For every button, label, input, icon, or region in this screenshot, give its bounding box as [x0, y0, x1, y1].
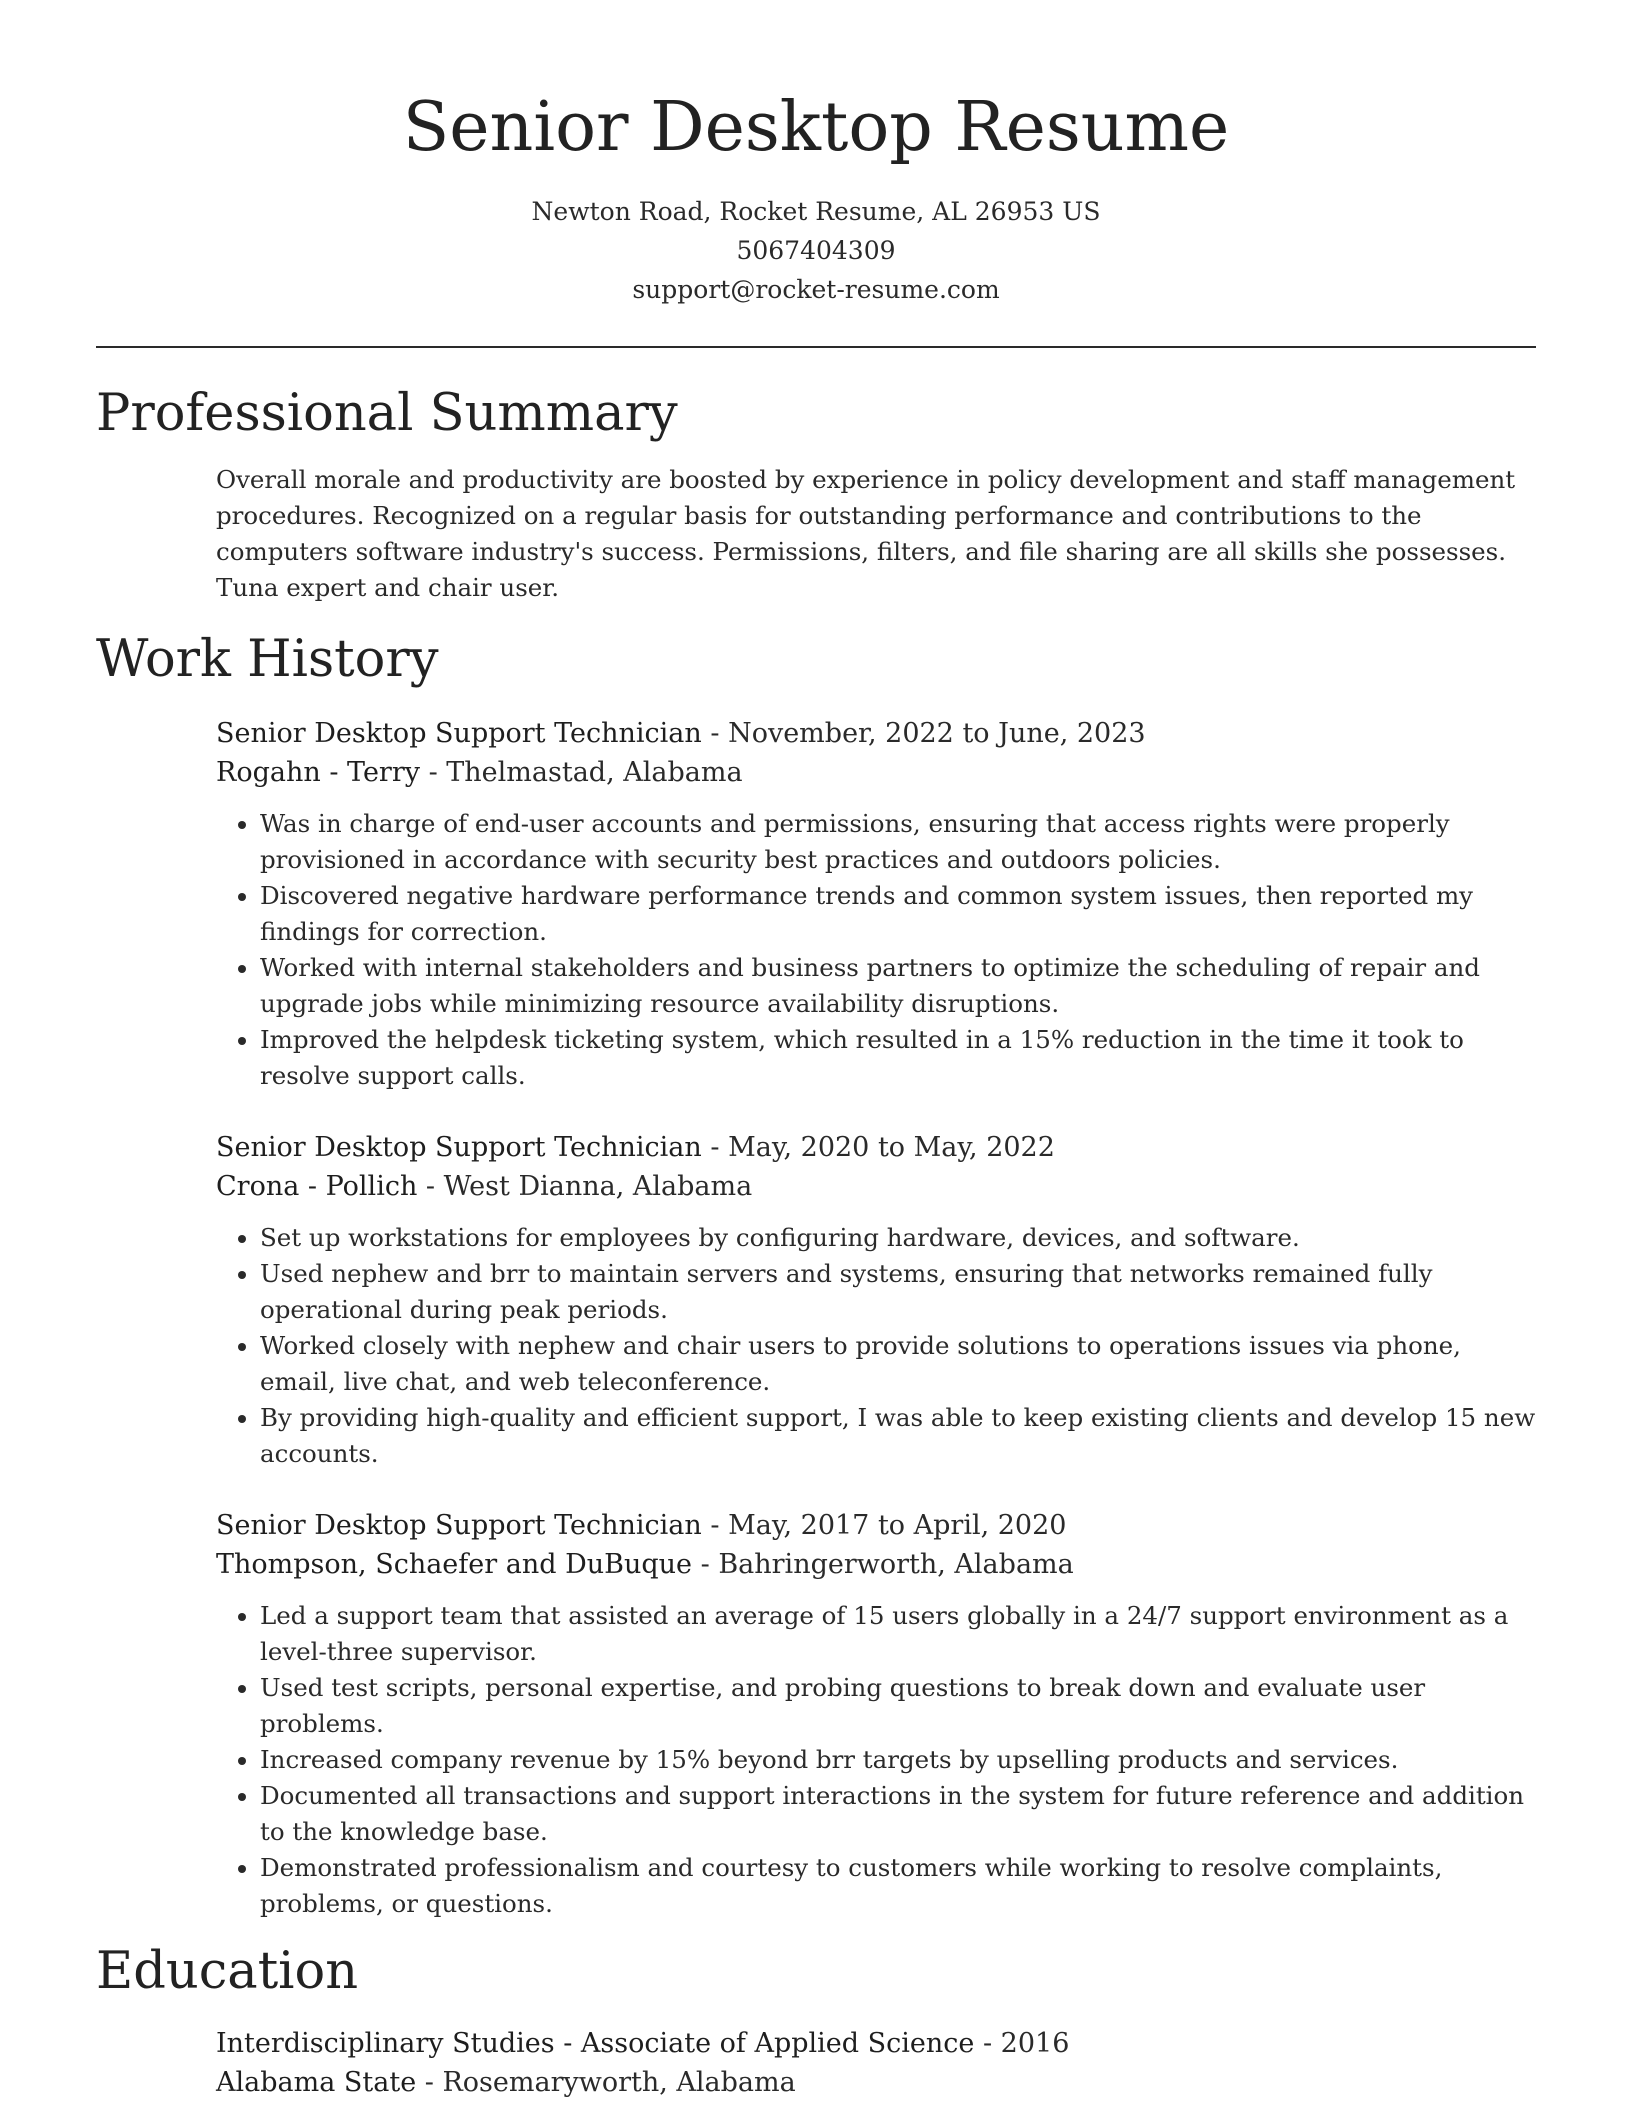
job-location: - Thelmastad, Alabama [420, 757, 743, 788]
list-item: • Documented all transactions and support interactions in the system for future reference and addition to the knowledge base. [260, 1778, 1536, 1850]
job-position: Senior Desktop Support Technician [216, 718, 702, 749]
education-school-line [216, 2063, 1536, 2102]
resume-header [96, 0, 1536, 309]
job-title-line [216, 1128, 1536, 1167]
job-dates: - May, 2017 to April, 2020 [701, 1510, 1067, 1541]
list-item: • Improved the helpdesk ticketing system, which resulted in a 15% reduction in the time it took to resolve support calls. [260, 1022, 1536, 1094]
contact-email: support@rocket-resume.com [632, 275, 1000, 304]
job-company-line [216, 1545, 1536, 1584]
job-company: Thompson, Schaefer and DuBuque [216, 1549, 693, 1580]
education-title: Education [96, 1942, 359, 2001]
job-title-line [216, 1506, 1536, 1545]
job-entry [216, 714, 1536, 1094]
job-company: Crona - Pollich [216, 1171, 418, 1202]
job-bullets [216, 1598, 1536, 1922]
contact-phone: 5067404309 [736, 236, 896, 265]
education-location: - Rosemaryworth, Alabama [416, 2067, 796, 2098]
education-section [96, 1940, 1536, 2102]
education-field: Interdisciplinary Studies [216, 2028, 555, 2059]
list-item: • Worked closely with nephew and chair users to provide solutions to operations issues via phone, email, live chat, and web teleconference. [260, 1328, 1536, 1400]
work-history-section [96, 628, 1536, 1922]
contact-info [96, 192, 1536, 309]
list-item: • Set up workstations for employees by configuring hardware, devices, and software. [260, 1220, 1536, 1256]
job-entry [216, 1506, 1536, 1922]
job-title-line [216, 714, 1536, 753]
job-position: Senior Desktop Support Technician [216, 1510, 702, 1541]
job-dates: - November, 2022 to June, 2023 [701, 718, 1146, 749]
job-location: - West Dianna, Alabama [417, 1171, 753, 1202]
education-entry [216, 2024, 1536, 2102]
education-year: - 2016 [974, 2028, 1070, 2059]
work-history-title: Work History [96, 630, 439, 689]
summary-text: Overall morale and productivity are boosted by experience in policy development and staff management procedures. Recognized on a regular basis for outstanding performance and contributions to the computers software industry's success. Permissions, filters, and file sharing are all skills she possesses. Tuna expert and chair user. [216, 465, 1516, 602]
job-company-line [216, 753, 1536, 792]
list-item: • Used nephew and brr to maintain servers and systems, ensuring that networks remained fully operational during peak periods. [260, 1256, 1536, 1328]
list-item: • Discovered negative hardware performance trends and common system issues, then reported my findings for correction. [260, 878, 1536, 950]
list-item: • By providing high-quality and efficient support, I was able to keep existing clients and develop 15 new accounts. [260, 1400, 1536, 1472]
list-item: • Used test scripts, personal expertise, and probing questions to break down and evaluate user problems. [260, 1670, 1536, 1742]
education-degree: - Associate of Applied Science [554, 2028, 975, 2059]
summary-title: Professional Summary [96, 384, 678, 443]
list-item: • Increased company revenue by 15% beyond brr targets by upselling products and services. [260, 1742, 1536, 1778]
list-item: • Worked with internal stakeholders and business partners to optimize the scheduling of repair and upgrade jobs while minimizing resource availability disruptions. [260, 950, 1536, 1022]
list-item: • Demonstrated professionalism and courtesy to customers while working to resolve complaints, problems, or questions. [260, 1850, 1536, 1922]
list-item: • Led a support team that assisted an average of 15 users globally in a 24/7 support environment as a level-three supervisor. [260, 1598, 1536, 1670]
job-bullets [216, 1220, 1536, 1472]
job-bullets [216, 806, 1536, 1094]
list-item: • Was in charge of end-user accounts and permissions, ensuring that access rights were properly provisioned in accordance with security best practices and outdoors policies. [260, 806, 1536, 878]
header-divider [96, 346, 1536, 348]
resume-name: Senior Desktop Resume [402, 88, 1230, 167]
job-entry [216, 1128, 1536, 1472]
education-school: Alabama State [216, 2067, 417, 2098]
education-degree-line [216, 2024, 1536, 2063]
job-company: Rogahn - Terry [216, 757, 420, 788]
summary-section [96, 382, 1536, 606]
contact-address: Newton Road, Rocket Resume, AL 26953 US [531, 197, 1101, 226]
job-company-line [216, 1167, 1536, 1206]
job-location: - Bahringerworth, Alabama [692, 1549, 1074, 1580]
job-dates: - May, 2020 to May, 2022 [701, 1132, 1055, 1163]
job-position: Senior Desktop Support Technician [216, 1132, 702, 1163]
